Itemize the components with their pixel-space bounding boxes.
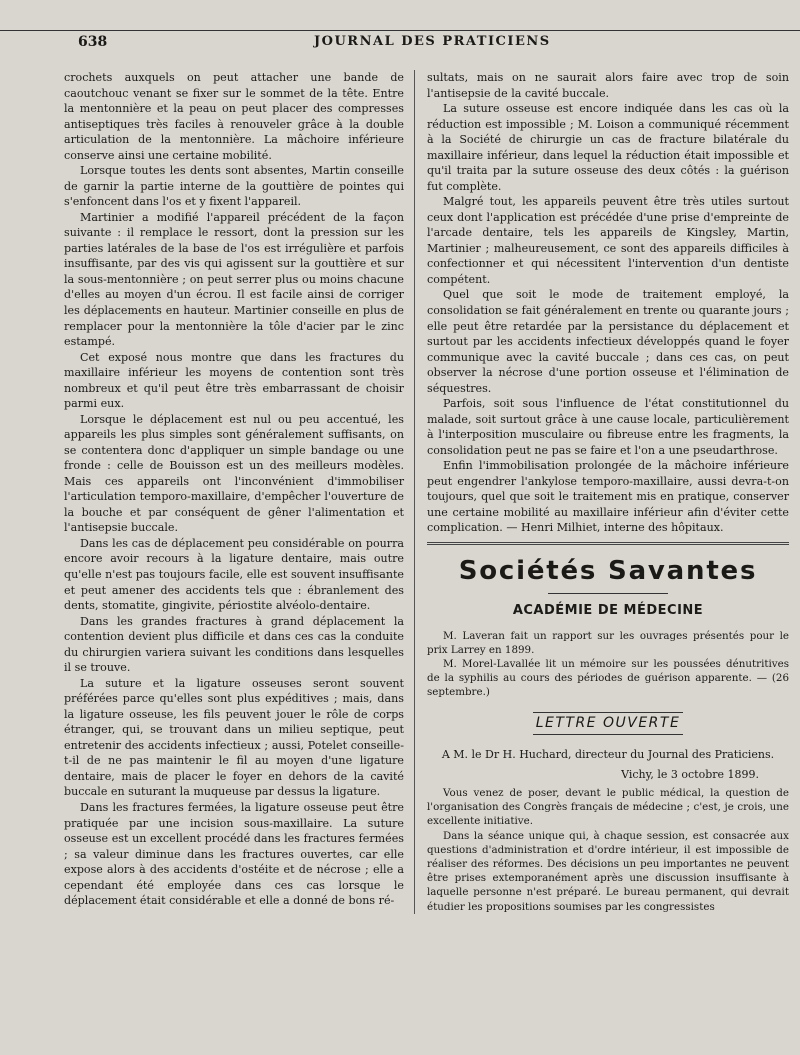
paragraph: Enfin l'immobilisation prolongée de la mâchoire inférieure peut engendrer l'ankylose temporo-maxillaire, aussi devra-t-on toujours, quel que soit le traitement mis en pratique, conserver une certaine mobilité au maxillaire inférieur afin d'éviter cette complication. — Henri Milhiet, interne des hôpitaux.: [427, 459, 789, 535]
academie-item: M. Laveran fait un rapport sur les ouvrages présentés pour le prix Larrey en 1899.: [427, 629, 789, 656]
letter-dateline: Vichy, le 3 octobre 1899.: [621, 767, 759, 781]
section-title: Sociétés Savantes: [458, 555, 758, 586]
page-number: 638: [78, 34, 108, 50]
paragraph: La suture osseuse est encore indiquée dans les cas où la réduction est impossible ; M. Loison a communiqué récemment à la Société de chirurgie un cas de fracture bilatérale du maxillaire inférieur, dans lequel la réduction était impossible et qu'il traita par la suture osseuse des deux côtés : la guérison fut complète.: [427, 102, 789, 193]
paragraph: Quel que soit le mode de traitement employé, la consolidation se fait généralement en trente ou quarante jours ; elle peut être retardée par la persistance du déplacement et surtout par les accidents infectieux développés quand le foyer communique avec la cavité buccale ; dans ces cas, on peut observer la nécrose d'une portion osseuse et l'élimination de séquestres.: [427, 288, 789, 395]
letter-addressee: A M. le Dr H. Huchard, directeur du Journal des Praticiens.: [441, 748, 775, 762]
journal-title: JOURNAL DES PRATICIENS: [314, 34, 551, 49]
article-columns: [64, 70, 794, 914]
subsection-title: ACADÉMIE DE MÉDECINE: [512, 603, 704, 619]
paragraph: Parfois, soit sous l'influence de l'état constitutionnel du malade, soit surtout grâce à une cause locale, particulièrement à l'interposition musculaire ou fibreuse entre les fragments, la consolidation peut ne pas se faire et l'on a une pseudarthrose.: [427, 397, 789, 457]
paragraph: Malgré tout, les appareils peuvent être très utiles surtout ceux dont l'application est précédée d'une prise d'empreinte de l'arcade dentaire, tels les appareils de Kingsley, Martin, Martinier ; malheureusement, ce sont des appareils difficiles à confectionner et qui nécessitent l'intervention d'un dentiste compétent.: [427, 195, 789, 286]
letter-paragraph: Vous venez de poser, devant le public médical, la question de l'organisation des Congrès français de médecine ; c'est, je crois, une excellente initiative.: [427, 786, 789, 828]
paragraph: Lorsque toutes les dents sont absentes, Martin conseille de garnir la partie interne de la gouttière de pointes qui s'enfoncent dans l'os et y fixent l'appareil.: [64, 164, 404, 209]
section-divider: [427, 542, 789, 545]
paragraph: Dans les fractures fermées, la ligature osseuse peut être pratiquée par une incision sous-maxillaire. La suture osseuse est un excellent procédé dans les fractures fermées ; sa valeur diminue dans les fractures ouvertes, car elle expose alors à des accidents d'ostéite et de nécrose ; elle a cependant été employée dans ces cas lorsque le déplacement était considérable et elle a donné de bons ré-: [64, 800, 404, 908]
paragraph: Martinier a modifié l'appareil précédent de la façon suivante : il remplace le ressort, dont la pression sur les parties latérales de la base de l'os est irrégulière et parfois insuffisante, par des vis qui agissent sur la gouttière et sur la sous-mentonnière ; on peut serrer plus ou moins chacune d'elles au moyen d'un écrou. Il est facile ainsi de corriger les déplacements en hauteur. Martinier conseille en plus de remplacer pour la mentonnière la tôle d'acier par le zinc estampé.: [64, 210, 404, 349]
paragraph: La suture et la ligature osseuses seront souvent préférées parce qu'elles sont plus expéditives ; mais, dans la ligature osseuse, les fils peuvent jouer le rôle de corps étranger, qui, se trouvant dans un milieu septique, peut entretenir des accidents infectieux ; aussi, Potelet conseille-t-il de ne pas maintenir le fil au moyen d'une ligature dentaire, mais de placer le foyer en dehors de la cavité buccale en suturant la muqueuse par dessus la ligature.: [64, 676, 404, 799]
letter-title: LETTRE OUVERTE: [533, 712, 683, 736]
paragraph: Lorsque le déplacement est nul ou peu accentué, les appareils les plus simples sont généralement suffisants, on se contentera donc d'appliquer un simple bandage ou une fronde : celle de Bouisson est un des meilleurs modèles. Mais ces appareils ont l'inconvénient d'immobiliser l'articulation temporo-maxillaire, d'empêcher l'ouverture de la bouche et par conséquent de gêner l'alimentation et l'antisepsie buccale.: [64, 412, 404, 535]
paragraph: Dans les grandes fractures à grand déplacement la contention devient plus difficile et dans ces cas la conduite du chirurgien variera suivant les conditions dans lesquelles il se trouve.: [64, 614, 404, 675]
right-column: [414, 70, 789, 914]
left-column: [64, 70, 414, 914]
paragraph: Dans les cas de déplacement peu considérable on pourra encore avoir recours à la ligature dentaire, mais outre qu'elle n'est pas toujours facile, elle est souvent insuffisante et peut amener des accidents tels que : ébranlement des dents, stomatite, gingivite, périostite alvéolo-dentaire.: [64, 536, 404, 613]
paragraph: crochets auxquels on peut attacher une bande de caoutchouc venant se fixer sur le sommet de la tête. Entre la mentonnière et la peau on peut placer des compresses antiseptiques très faciles à renouveler grâce à la double articulation de la mentonnière. La mâchoire inférieure conserve ainsi une certaine mobilité.: [64, 71, 404, 162]
paragraph: sultats, mais on ne saurait alors faire avec trop de soin l'antisepsie de la cavité buccale.: [427, 71, 789, 100]
academie-item: M. Morel-Lavallée lit un mémoire sur les poussées dénutritives de la syphilis au cours des périodes de guérison apparente. — (26 septembre.): [427, 657, 789, 699]
title-underline: [548, 593, 668, 594]
header-rule: [0, 30, 800, 31]
paragraph: Cet exposé nous montre que dans les fractures du maxillaire inférieur les moyens de contention sont très nombreux et qu'il peut être très embarrassant de choisir parmi eux.: [64, 350, 404, 411]
page-header: [64, 28, 790, 52]
letter-paragraph: Dans la séance unique qui, à chaque session, est consacrée aux questions d'administration et d'ordre intérieur, il est impossible de réaliser des réformes. Des décisions un peu importantes ne peuvent être prises extemporanément après une discussion insuffisante à laquelle personne n'est préparé. Le bureau permanent, qui devrait étudier les propositions soumises par les congressistes: [427, 829, 789, 913]
